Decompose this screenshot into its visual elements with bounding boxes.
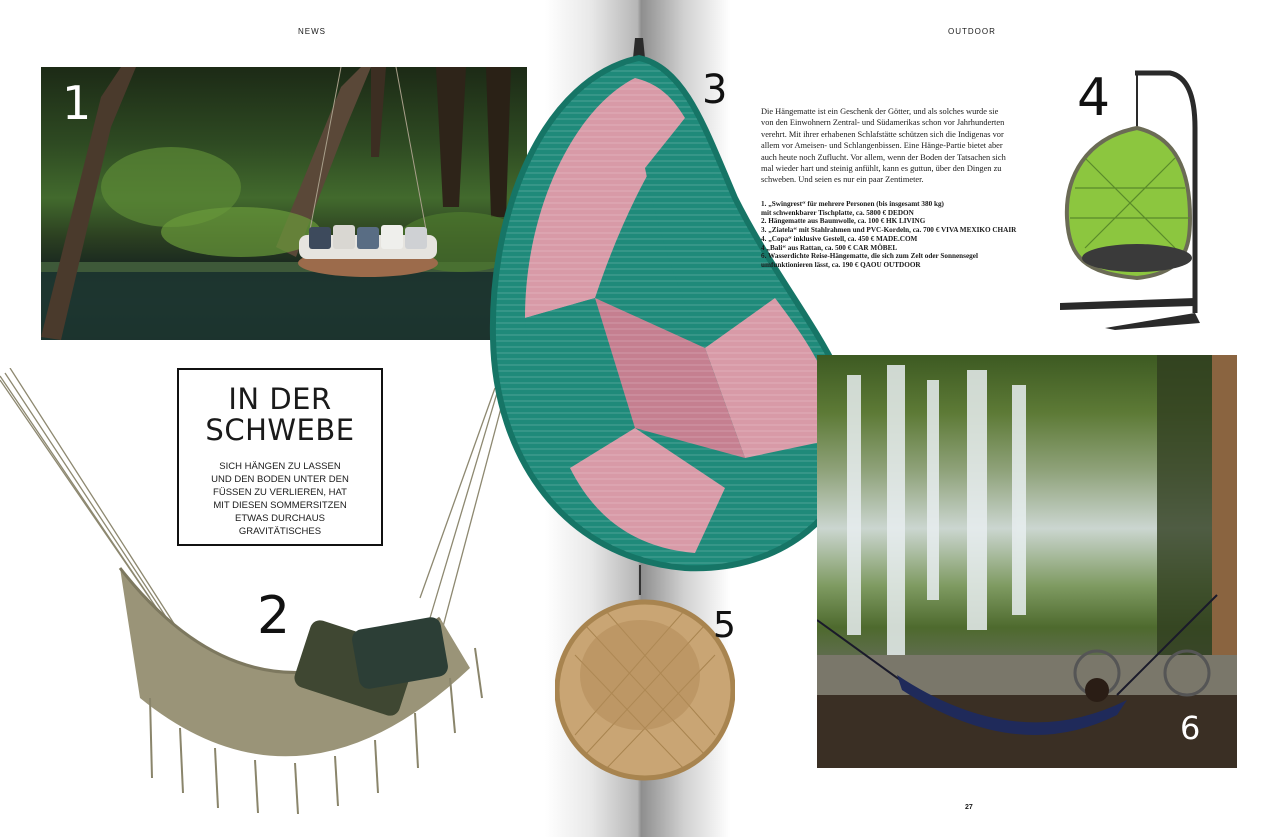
product-credit-line: 1. „Swingrest“ für mehrere Personen (bis insgesamt 380 kg)	[761, 200, 944, 208]
number-4: 4	[1077, 68, 1111, 128]
section-label-news: NEWS	[298, 27, 326, 36]
number-3: 3	[702, 67, 728, 113]
product-credits	[761, 200, 1051, 270]
number-5: 5	[713, 605, 736, 646]
headline-line-1: IN DER	[228, 382, 332, 416]
deck-line: MIT DIESEN SOMMERSITZEN	[213, 500, 347, 511]
waterfall-scene-illustration	[817, 355, 1237, 768]
number-1: 1	[62, 76, 92, 130]
product-credit-line: 2. Hängematte aus Baumwolle, ca. 100 € HK LIVING	[761, 217, 926, 226]
product-credit-line: 4. „Copa“ inklusive Gestell, ca. 450 € MADE.COM	[761, 234, 918, 243]
product-credit-line: 6. Wasserdichte Reise-Hängematte, die sich zum Zelt oder Sonnensegel	[761, 252, 978, 261]
number-6: 6	[1180, 709, 1201, 747]
body-line: verehrt. Mit ihrer erhabenen Schlafstätte schützen sich die Indigenas vor	[761, 129, 1004, 139]
headline-deck	[195, 460, 365, 538]
product-credit-line: umfunktionieren lässt, ca. 190 € QAOU OUTDOOR	[761, 260, 921, 269]
photo-lake-daybed	[41, 67, 527, 340]
deck-line: ETWAS DURCHAUS	[235, 513, 325, 524]
deck-line: SICH HÄNGEN ZU LASSEN	[219, 461, 341, 472]
deck-line: UND DEN BODEN UNTER DEN	[211, 474, 349, 485]
body-copy	[761, 106, 1048, 186]
lake-scene-illustration	[41, 67, 527, 340]
body-line: Die Hängematte ist ein Geschenk der Götter, und als solches wurde sie	[761, 107, 999, 116]
body-line: allem vor Ameisen- und Schlangenbissen. Eine Hänge-Partie bietet aber	[761, 141, 1003, 151]
body-line: schweben. Und seien es nur ein paar Zentimeter.	[761, 175, 924, 185]
body-line: von den Einwohnern Zentral- und Südamerikas schon vor Jahrhunderten	[761, 118, 1005, 128]
product-credit-line: 3. „Ziatela“ mit Stahlrahmen und PVC-Kordeln, ca. 700 € VIVA MEXIKO CHAIR	[761, 226, 1017, 235]
body-line: auch heute noch Zuflucht. Vor allem, wenn der Boden der Tatsachen sich	[761, 152, 1006, 162]
product-rattan-chair-bali	[555, 565, 735, 785]
product-credit-line: mit schwenkbarer Tischplatte, ca. 5800 € DEDON	[761, 208, 914, 217]
headline-title	[179, 384, 381, 446]
page-number: 27	[965, 804, 973, 811]
headline-box	[177, 368, 383, 546]
number-2: 2	[257, 586, 291, 646]
deck-line: FÜSSEN ZU VERLIEREN, HAT	[213, 487, 347, 498]
section-label-outdoor: OUTDOOR	[948, 27, 996, 36]
headline-line-2: SCHWEBE	[205, 413, 355, 447]
photo-waterfall-hammock	[817, 355, 1237, 768]
body-line: mal wieder hart und steinig anfühlt, kann es guttun, über den Dingen zu	[761, 164, 1002, 174]
deck-line: GRAVITÄTISCHES	[238, 526, 322, 537]
product-credit-line: 4 „Bali“ aus Rattan, ca. 500 € CAR MÖBEL	[761, 243, 898, 252]
